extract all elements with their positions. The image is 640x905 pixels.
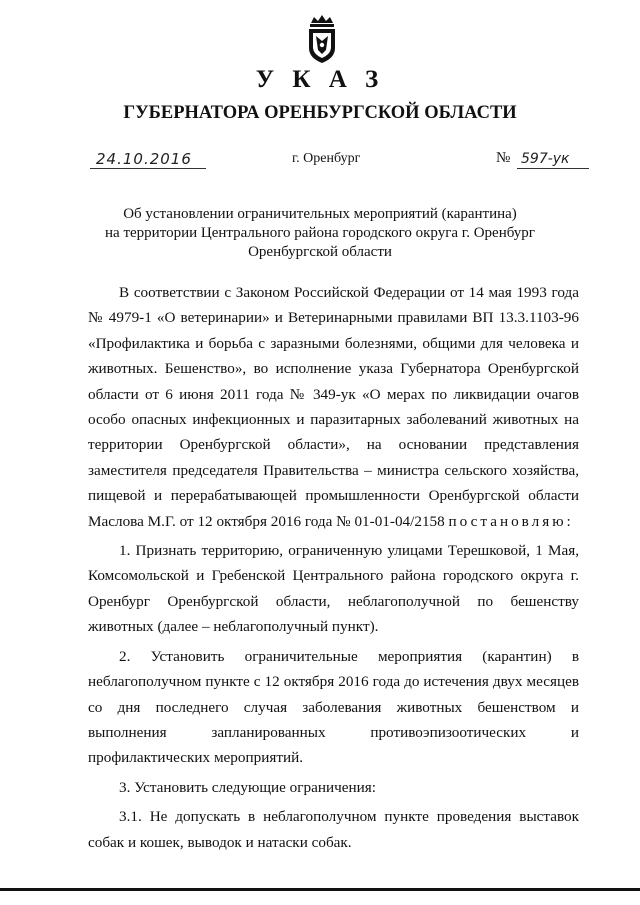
document-title: У К А З: [255, 66, 385, 93]
coat-of-arms-icon: [304, 14, 340, 64]
document-subject: [100, 205, 540, 262]
subject-line: на территории Центрального района городского округа г. Оренбург: [105, 225, 535, 241]
clause-2: 2. Установить ограничительные мероприятия (карантин) в неблагополучном пункте с 12 октября 2016 года до истечения двух месяцев со дня последнего случая заболевания животных бешенством и выполнения запланированных противоэпизоотических и профилактических мероприятий.: [88, 647, 579, 767]
document-date: 24.10.2016: [90, 150, 206, 169]
subject-line: Оренбургской области: [248, 244, 392, 260]
preamble-text: В соответствии с Законом Российской Федерации от 14 мая 1993 года № 4979-1 «О ветеринарии» и Ветеринарными правилами ВП 13.3.1103-96 «Профилактика и борьба с заразными болезнями, общими для человека и животных. Бешенство», во исполнение указа Губернатора Оренбургской области от 6 июня 2011 года № 349-ук «О мерах по ликвидации очагов особо опасных инфекционных и паразитарных заболеваний животных на территории Оренбургской области», на основании представления заместителя председателя Правительства – министра сельского хозяйства, пищевой и перерабатывающей промышленности Оренбургской области Маслова М.Г. от 12 октября 2016 года № 01-01-04/2158: [88, 284, 579, 530]
number-label: №: [496, 150, 511, 166]
document-number: 597-ук: [517, 150, 589, 169]
decree-word: постановляю:: [448, 512, 574, 530]
issuer-title: ГУБЕРНАТОРА ОРЕНБУРГСКОЙ ОБЛАСТИ: [123, 103, 517, 123]
clause-3: 3. Установить следующие ограничения:: [119, 778, 376, 796]
document-body: [88, 280, 579, 859]
document-city: г. Оренбург: [292, 151, 361, 166]
clause-3-1: 3.1. Не допускать в неблагополучном пункте проведения выставок собак и кошек, выводок и натаски собак.: [88, 808, 579, 851]
preamble-paragraph: [88, 280, 579, 534]
subject-line: Об установлении ограничительных мероприятий (карантина): [123, 206, 517, 222]
clause-1: 1. Признать территорию, ограниченную улицами Терешковой, 1 Мая, Комсомольской и Гребенской Центрального района городского округа г. Оренбург Оренбургской области, неблагополучной по бешенству животных (далее – неблагополучный пункт).: [88, 542, 579, 636]
page-bottom-rule: [0, 888, 640, 891]
